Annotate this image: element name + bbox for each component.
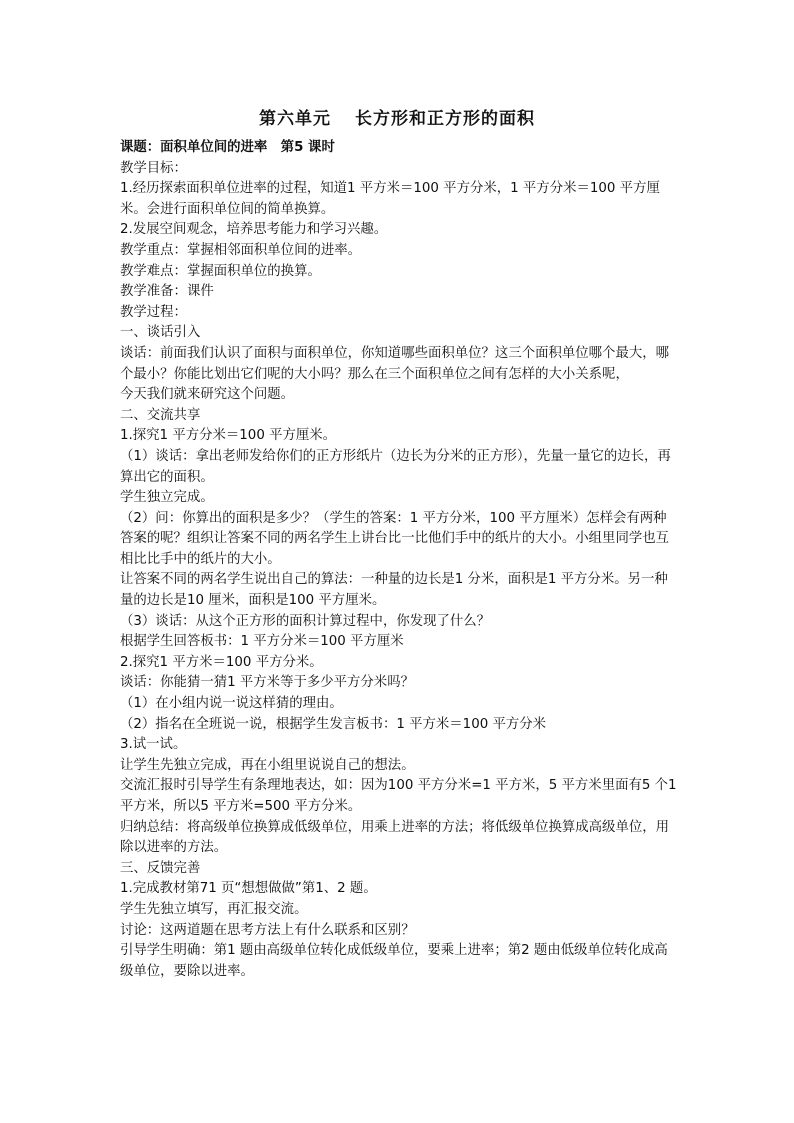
- text-line: 讨论：这两道题在思考方法上有什么联系和区别？: [120, 922, 415, 938]
- text-line: 教学目标：: [120, 160, 187, 176]
- text-line: 2.发展空间观念，培养思考能力和学习兴趣。: [120, 222, 388, 238]
- text-line: 今天我们就来研究这个问题。: [120, 387, 295, 403]
- text-line: 1.经历探索面积单位进率的过程，知道1 平方米＝100 平方分米，1 平方分米＝100 平方厘米。会进行面积单位间的简单换算。: [120, 181, 660, 217]
- text-line: 1.完成教材第71 页“想想做做”第1、2 题。: [120, 881, 377, 897]
- text-line: 课题：面积单位间的进率 第5 课时: [120, 140, 335, 155]
- text-line: （1）谈话：拿出老师发给你们的正方形纸片（边长为分米的正方形），先量一量它的边长，再算出它的面积。: [120, 448, 671, 485]
- text-line: 教学重点：掌握相邻面积单位间的进率。: [120, 242, 362, 258]
- text-line: 谈话：你能猜一猜1 平方米等于多少平方分米吗？: [120, 675, 414, 691]
- title-topic: 长方形和正方形的面积: [355, 109, 535, 129]
- text-line: 教学过程：: [120, 304, 187, 320]
- text-line: 归纳总结：将高级单位换算成低级单位，用乘上进率的方法；将低级单位换算成高级单位，用除以进率的方法。: [120, 819, 670, 856]
- text-line: 让答案不同的两名学生说出自己的算法：一种量的边长是1 分米，面积是1 平方分米。另一种量的边长是10 厘米，面积是100 平方厘米。: [120, 572, 668, 609]
- text-line: （3）谈话：从这个正方形的面积计算过程中，你发现了什么？: [120, 613, 491, 629]
- text-line: 学生独立完成。: [120, 490, 214, 506]
- text-line: 引导学生明确：第1 题由高级单位转化成低级单位，要乘上进率；第2 题由低级单位转化成高级单位，要除以进率。: [120, 943, 668, 979]
- text-line: 2.探究1 平方米＝100 平方分米。: [120, 654, 323, 670]
- text-line: 二、交流共享: [120, 407, 201, 423]
- text-line: 让学生先独立完成，再在小组里说说自己的想法。: [120, 757, 415, 773]
- text-line: 1.探究1 平方分米＝100 平方厘米。: [120, 428, 337, 444]
- text-line: 教学准备：课件: [120, 284, 214, 300]
- text-line: 根据学生回答板书：1 平方分米＝100 平方厘米: [120, 634, 404, 650]
- title-unit: 第六单元: [259, 109, 331, 129]
- text-line: （2）问：你算出的面积是多少？（学生的答案：1 平方分米，100 平方厘米）怎样会有两种答案的呢？组织让答案不同的两名学生上讲台比一比他们手中的纸片的大小。小组里同学也互相比比手中的纸片的大小。: [120, 510, 670, 567]
- lesson-plan-body: [120, 138, 678, 982]
- text-line: 一、谈话引入: [120, 325, 201, 341]
- text-line: （2）指名在全班说一说，根据学生发言板书：1 平方米＝100 平方分米: [120, 716, 547, 732]
- text-line: 3.试一试。: [120, 737, 187, 753]
- text-line: （1）在小组内说一说这样猜的理由。: [120, 696, 343, 712]
- text-line: 谈话：前面我们认识了面积与面积单位，你知道哪些面积单位？这三个面积单位哪个最大，哪个最小？你能比划出它们呢的大小吗？那么在三个面积单位之间有怎样的大小关系呢，: [120, 345, 670, 382]
- page-title: [0, 104, 794, 129]
- text-line: 教学难点：掌握面积单位的换算。: [120, 263, 321, 279]
- text-line: 三、反馈完善: [120, 860, 201, 876]
- text-line: 学生先独立填写，再汇报交流。: [120, 901, 308, 917]
- text-line: 交流汇报时引导学生有条理地表达，如：因为100 平方分米=1 平方米，5 平方米里面有5 个1 平方米，所以5 平方米=500 平方分米。: [120, 778, 677, 814]
